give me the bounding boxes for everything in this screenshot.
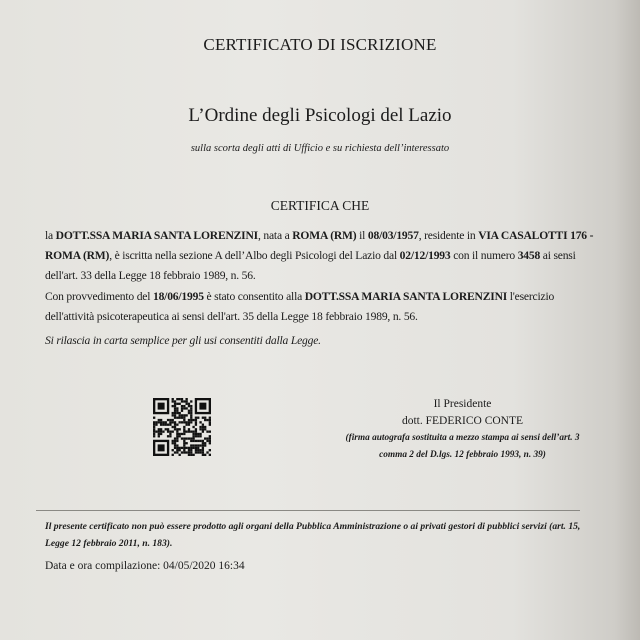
registration-paragraph: [45, 226, 600, 286]
text-segment: l'esercizio dell'attività psicoterapeutica ai sensi dell'art. 35 della Legge 18 febbraio 1989, n. 56.: [45, 290, 555, 323]
text-segment: con il numero: [450, 249, 518, 262]
signature-role: Il Presidente: [433, 398, 492, 410]
compilation-date: Data e ora compilazione: 04/05/2020 16:34: [45, 560, 245, 572]
text-segment: il: [356, 229, 368, 242]
text-segment: Con provvedimento del: [45, 290, 153, 303]
highlighted-text: DOTT.SSA MARIA SANTA LORENZINI: [304, 290, 508, 303]
highlighted-text: 08/03/1957: [367, 229, 419, 242]
text-segment: , è iscritta nella sezione A dell’Albo degli Psicologi del Lazio dal: [109, 249, 400, 262]
highlighted-text: DOTT.SSA MARIA SANTA LORENZINI: [55, 229, 258, 242]
psychotherapy-paragraph: [45, 287, 600, 327]
footer-note: Il presente certificato non può essere prodotto agli organi della Pubblica Amministrazione o ai privati gestori di pubblici servizi (art. 15, Legge 12 febbraio 2011, n. 183).: [45, 521, 581, 549]
text-segment: è stato consentito alla: [203, 290, 305, 303]
text-segment: ai sensi dell'art. 33 della Legge 18 febbraio 1989, n. 56.: [45, 249, 576, 282]
divider: [36, 510, 580, 511]
highlighted-text: 18/06/1995: [152, 290, 204, 303]
qr-code: [153, 398, 211, 456]
highlighted-text: VIA CASALOTTI 176 - ROMA (RM): [45, 229, 594, 262]
certificate-title: CERTIFICATO DI ISCRIZIONE: [203, 35, 437, 54]
text-segment: , nata a: [257, 229, 293, 242]
text-segment: la: [45, 229, 56, 242]
signature-name: dott. FEDERICO CONTE: [401, 415, 524, 427]
highlighted-text: ROMA (RM): [292, 229, 357, 242]
organization-name: L’Ordine degli Psicologi del Lazio: [188, 105, 452, 126]
highlighted-text: 3458: [517, 249, 541, 262]
signature-note: (firma autografa sostituita a mezzo stampa ai sensi dell’art. 3 comma 2 del D.lgs. 12 febbraio 1993, n. 39): [345, 433, 580, 460]
highlighted-text: 02/12/1993: [399, 249, 451, 262]
certifica-heading: CERTIFICA CHE: [270, 198, 370, 213]
text-segment: , residente in: [418, 229, 479, 242]
usage-note: Si rilascia in carta semplice per gli usi consentiti dalla Legge.: [45, 334, 321, 347]
signature-block: [340, 396, 585, 464]
subtitle: sulla scorta degli atti di Ufficio e su richiesta dell’interessato: [190, 143, 450, 154]
